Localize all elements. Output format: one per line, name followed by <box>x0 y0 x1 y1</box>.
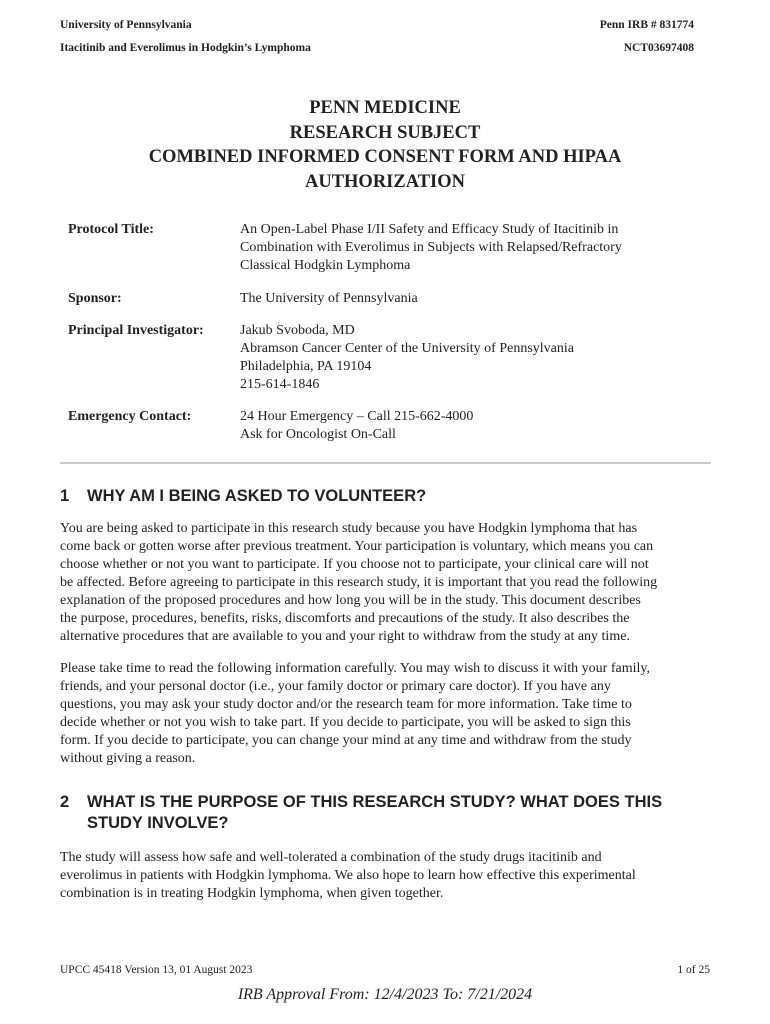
paragraph-line: friends, and your personal doctor (i.e., your family doctor or primary care doctor). If you have any <box>60 679 611 694</box>
paragraph-line: everolimus in patients with Hodgkin lymphoma. We also hope to learn how effective this experimental <box>60 868 636 883</box>
value-line: Ask for Oncologist On-Call <box>240 427 396 442</box>
title-line: COMBINED INFORMED CONSENT FORM AND HIPAA <box>148 147 622 167</box>
header-study-title: Itacitinib and Everolimus in Hodgkin’s Lymphoma <box>60 42 311 54</box>
value-line: Combination with Everolimus in Subjects with Relapsed/Refractory <box>240 240 622 255</box>
paragraph-line: Please take time to read the following information carefully. You may wish to discuss it with your family, <box>60 661 650 676</box>
value-line: 215-614-1846 <box>240 377 320 392</box>
title-line: RESEARCH SUBJECT <box>289 122 481 143</box>
sponsor-value <box>240 290 418 308</box>
section-1-paragraph-1 <box>60 520 720 646</box>
emergency-contact-value <box>240 408 473 444</box>
section-divider <box>60 462 711 464</box>
paragraph-line: You are being asked to participate in this research study because you have Hodgkin lymphoma that has <box>60 521 638 536</box>
value-line: The University of Pennsylvania <box>240 291 418 306</box>
heading-line: WHY AM I BEING ASKED TO VOLUNTEER? <box>87 487 427 505</box>
header-institution: University of Pennsylvania <box>60 19 192 31</box>
principal-investigator-value <box>240 322 574 394</box>
paragraph-line: decide whether or not you wish to take part. If you decide to participate, you will be asked to sign this <box>60 715 631 730</box>
value-line: An Open-Label Phase I/II Safety and Efficacy Study of Itacitinib in <box>240 222 619 237</box>
paragraph-line: be affected. Before agreeing to participate in this research study, it is important that you read the following <box>60 575 658 590</box>
paragraph-line: come back or gotten worse after previous treatment. Your participation is voluntary, which means you can <box>60 539 654 554</box>
section-title <box>87 792 727 834</box>
header-nct-number: NCT03697408 <box>623 42 694 54</box>
value-line: Jakub Svoboda, MD <box>240 323 355 338</box>
value-line: Philadelphia, PA 19104 <box>240 359 372 374</box>
paragraph-line: The study will assess how safe and well-tolerated a combination of the study drugs itacitinib and <box>60 850 602 865</box>
paragraph-line: the purpose, procedures, benefits, risks, discomforts and precautions of the study. It also describes the <box>60 611 630 626</box>
paragraph-line: without giving a reason. <box>60 751 196 766</box>
paragraph-line: alternative procedures that are available to you and your right to withdraw from the study at any time. <box>60 629 630 644</box>
header-irb-number: Penn IRB # 831774 <box>599 19 694 31</box>
paragraph-line: combination is in treating Hodgkin lymphoma, when given together. <box>60 886 444 901</box>
sponsor-label: Sponsor: <box>68 291 122 306</box>
value-line: Abramson Cancer Center of the University of Pennsylvania <box>240 341 574 356</box>
paragraph-line: form. If you decide to participate, you can change your mind at any time and withdraw from the study <box>60 733 632 748</box>
value-line: 24 Hour Emergency – Call 215-662-4000 <box>240 409 474 424</box>
section-1-paragraph-2 <box>60 660 720 768</box>
section-title <box>87 486 727 507</box>
irb-approval-stamp: IRB Approval From: 12/4/2023 To: 7/21/2024 <box>237 986 533 1003</box>
value-line: Classical Hodgkin Lymphoma <box>240 258 411 273</box>
footer-version: UPCC 45418 Version 13, 01 August 2023 <box>60 964 253 976</box>
protocol-title-value <box>240 221 622 275</box>
section-number: 1 <box>60 487 70 505</box>
section-2-paragraph-1 <box>60 849 720 903</box>
protocol-title-label: Protocol Title: <box>68 222 154 237</box>
title-line: AUTHORIZATION <box>304 171 465 192</box>
paragraph-line: choose whether or not you want to participate. If you choose not to participate, your clinical care will not <box>60 557 649 572</box>
heading-line: WHAT IS THE PURPOSE OF THIS RESEARCH STUDY? WHAT DOES THIS <box>87 793 663 811</box>
paragraph-line: questions, you may ask your study doctor and/or the research team for more information. Take time to <box>60 697 632 712</box>
title-line: PENN MEDICINE <box>309 98 461 118</box>
emergency-contact-label: Emergency Contact: <box>68 409 192 424</box>
document-title <box>0 96 770 194</box>
principal-investigator-label: Principal Investigator: <box>68 323 204 338</box>
section-number: 2 <box>60 793 70 811</box>
heading-line: STUDY INVOLVE? <box>87 814 229 832</box>
paragraph-line: explanation of the proposed procedures and how long you will be in the study. This document describes <box>60 593 641 608</box>
footer-page-number: 1 of 25 <box>677 964 710 976</box>
